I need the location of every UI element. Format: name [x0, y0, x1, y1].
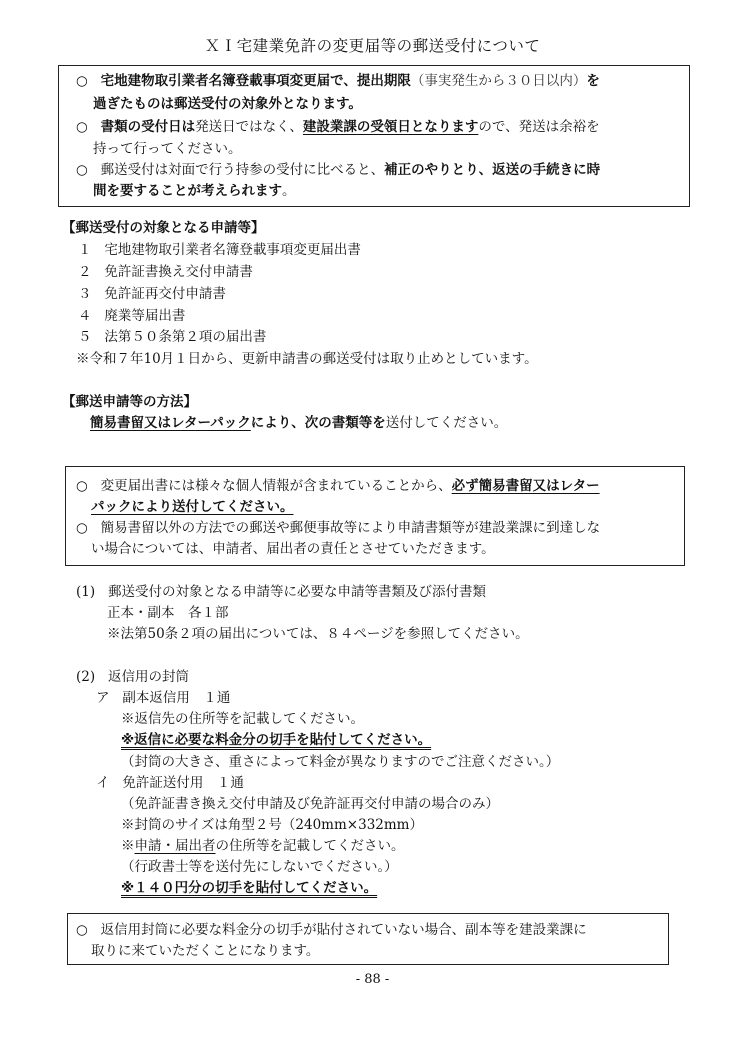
notice-2-text-end: ので、発送は余裕を: [478, 119, 600, 135]
box2-text: 変更届出書には様々な個人情報が含まれていることから、: [100, 478, 452, 494]
item-text: 免許証再交付申請書: [104, 286, 226, 302]
section-2i-note-2: ※封筒のサイズは角型２号（240mm×332mm）: [121, 817, 423, 833]
targets-heading: 【郵送受付の対象となる申請等】: [62, 220, 265, 236]
sub-label: イ: [96, 775, 110, 791]
box3-line-1: [76, 920, 587, 940]
bullet-marker: ○: [76, 922, 88, 938]
section-1-copies: 正本・副本 各１部: [107, 605, 229, 621]
section-1-title: [76, 582, 486, 602]
section-text: 返信用の封筒: [108, 669, 189, 685]
section-2i-note-3: [121, 836, 405, 856]
method-heading: 【郵送申請等の方法】: [62, 394, 197, 410]
section-2i-note-5: ※１４０円分の切手を貼付してください。: [121, 880, 378, 896]
section-text: 郵送受付の対象となる申請等に必要な申請等書類及び添付書類: [108, 584, 486, 600]
section-2a-note-2: ※返信に必要な料金分の切手を貼付してください。: [121, 732, 432, 748]
notice-2-text: 発送日ではなく、: [195, 119, 303, 135]
sub-text: 免許証送付用 １通: [122, 775, 244, 791]
notice-3-line-2: [93, 181, 296, 201]
target-item: [78, 284, 226, 304]
sub-text: 副本返信用 １通: [122, 690, 231, 706]
method-underlined: 簡易書留又はレターパック: [90, 415, 251, 431]
box2-text-2: 簡易書留以外の方法での郵送や郵便事故等により申請書類等が建設業課に到達しな: [100, 520, 601, 536]
target-item: [78, 306, 185, 326]
targets-note: ※令和７年10月１日から、更新申請書の郵送受付は取り止めとしています。: [76, 351, 538, 367]
section-number: (1): [76, 584, 96, 600]
notice-1-line-2: 過ぎたものは郵送受付の対象外となります。: [93, 96, 362, 112]
item-number: ３: [78, 286, 92, 302]
box2-line-1: [76, 476, 600, 496]
item-number: １: [78, 242, 92, 258]
notice-3-text: 郵送受付は対面で行う持参の受付に比べると、: [100, 162, 385, 178]
notice-2-line-2: 持って行ってください。: [93, 141, 242, 157]
section-2a-note-1: ※返信先の住所等を記載してください。: [121, 711, 364, 727]
section-2i-note-1: （免許証書き換え交付申請及び免許証再交付申請の場合のみ）: [121, 796, 499, 812]
target-item: [78, 240, 361, 260]
note-underlined: 申請・届出者: [134, 838, 216, 854]
item-text: 法第５０条第２項の届出書: [104, 329, 267, 345]
target-item: [78, 262, 253, 282]
notice-1-line-1: [76, 71, 600, 91]
notice-3-bold: 補正のやりとり、返送の手続きに時: [384, 162, 601, 178]
target-item: [78, 327, 266, 347]
note-text: の住所等を記載してください。: [215, 838, 405, 854]
bullet-marker: ○: [76, 478, 88, 494]
item-number: ５: [78, 329, 92, 345]
notice-2-line-1: [76, 117, 600, 137]
bullet-marker: ○: [76, 520, 88, 536]
notice-3-line-1: [76, 160, 600, 180]
page-number: - 88 -: [355, 972, 390, 987]
method-normal: 送付してください。: [385, 415, 508, 431]
notice-1-deadline: （事実発生から３０日以内）: [410, 73, 587, 89]
notice-2-bold: 書類の受付日は: [100, 119, 196, 135]
bullet-marker: ○: [76, 162, 88, 178]
item-number: ２: [78, 264, 92, 280]
notice-3-bold-2: 間を要することが考えられます: [93, 183, 282, 199]
bullet-marker: ○: [76, 73, 88, 89]
notice-1-bold-end: を: [586, 73, 600, 89]
box2-line-4: い場合については、申請者、届出者の責任とさせていただきます。: [91, 541, 495, 557]
notice-1-bold: 宅地建物取引業者名簿登載事項変更届で、提出期限: [100, 73, 411, 89]
method-bold: により、次の書類等を: [250, 415, 386, 431]
item-text: 免許証書換え交付申請書: [104, 264, 253, 280]
box3-line-2: 取りに来ていただくことになります。: [91, 943, 320, 959]
item-number: ４: [78, 308, 92, 324]
sub-label: ア: [96, 690, 110, 706]
box2-line-3: [76, 518, 600, 538]
section-number: (2): [76, 669, 96, 685]
section-1-note: ※法第50条２項の届出については、８４ページを参照してください。: [107, 626, 529, 642]
notice-2-underlined: 建設業課の受領日となります: [302, 119, 479, 135]
page-title: ＸＩ宅建業免許の変更届等の郵送受付について: [204, 37, 541, 55]
box3-text: 返信用封筒に必要な料金分の切手が貼付されていない場合、副本等を建設業課に: [100, 922, 587, 938]
item-text: 廃業等届出書: [104, 308, 186, 324]
section-2a-title: [96, 688, 230, 708]
box2-underlined: 必ず簡易書留又はレター: [451, 478, 600, 494]
item-text: 宅地建物取引業者名簿登載事項変更届出書: [104, 242, 361, 258]
notice-3-end: 。: [282, 183, 296, 199]
section-2a-note-3: （封筒の大きさ、重さによって料金が異なりますのでご注意ください。）: [121, 754, 560, 770]
section-2-title: [76, 667, 189, 687]
box2-line-2: パックにより送付してください。: [91, 499, 294, 515]
section-2i-title: [96, 773, 244, 793]
method-text: [90, 413, 507, 433]
bullet-marker: ○: [76, 119, 88, 135]
note-prefix: ※: [121, 838, 135, 854]
section-2i-note-4: （行政書士等を送付先にしないでください。）: [121, 859, 398, 875]
